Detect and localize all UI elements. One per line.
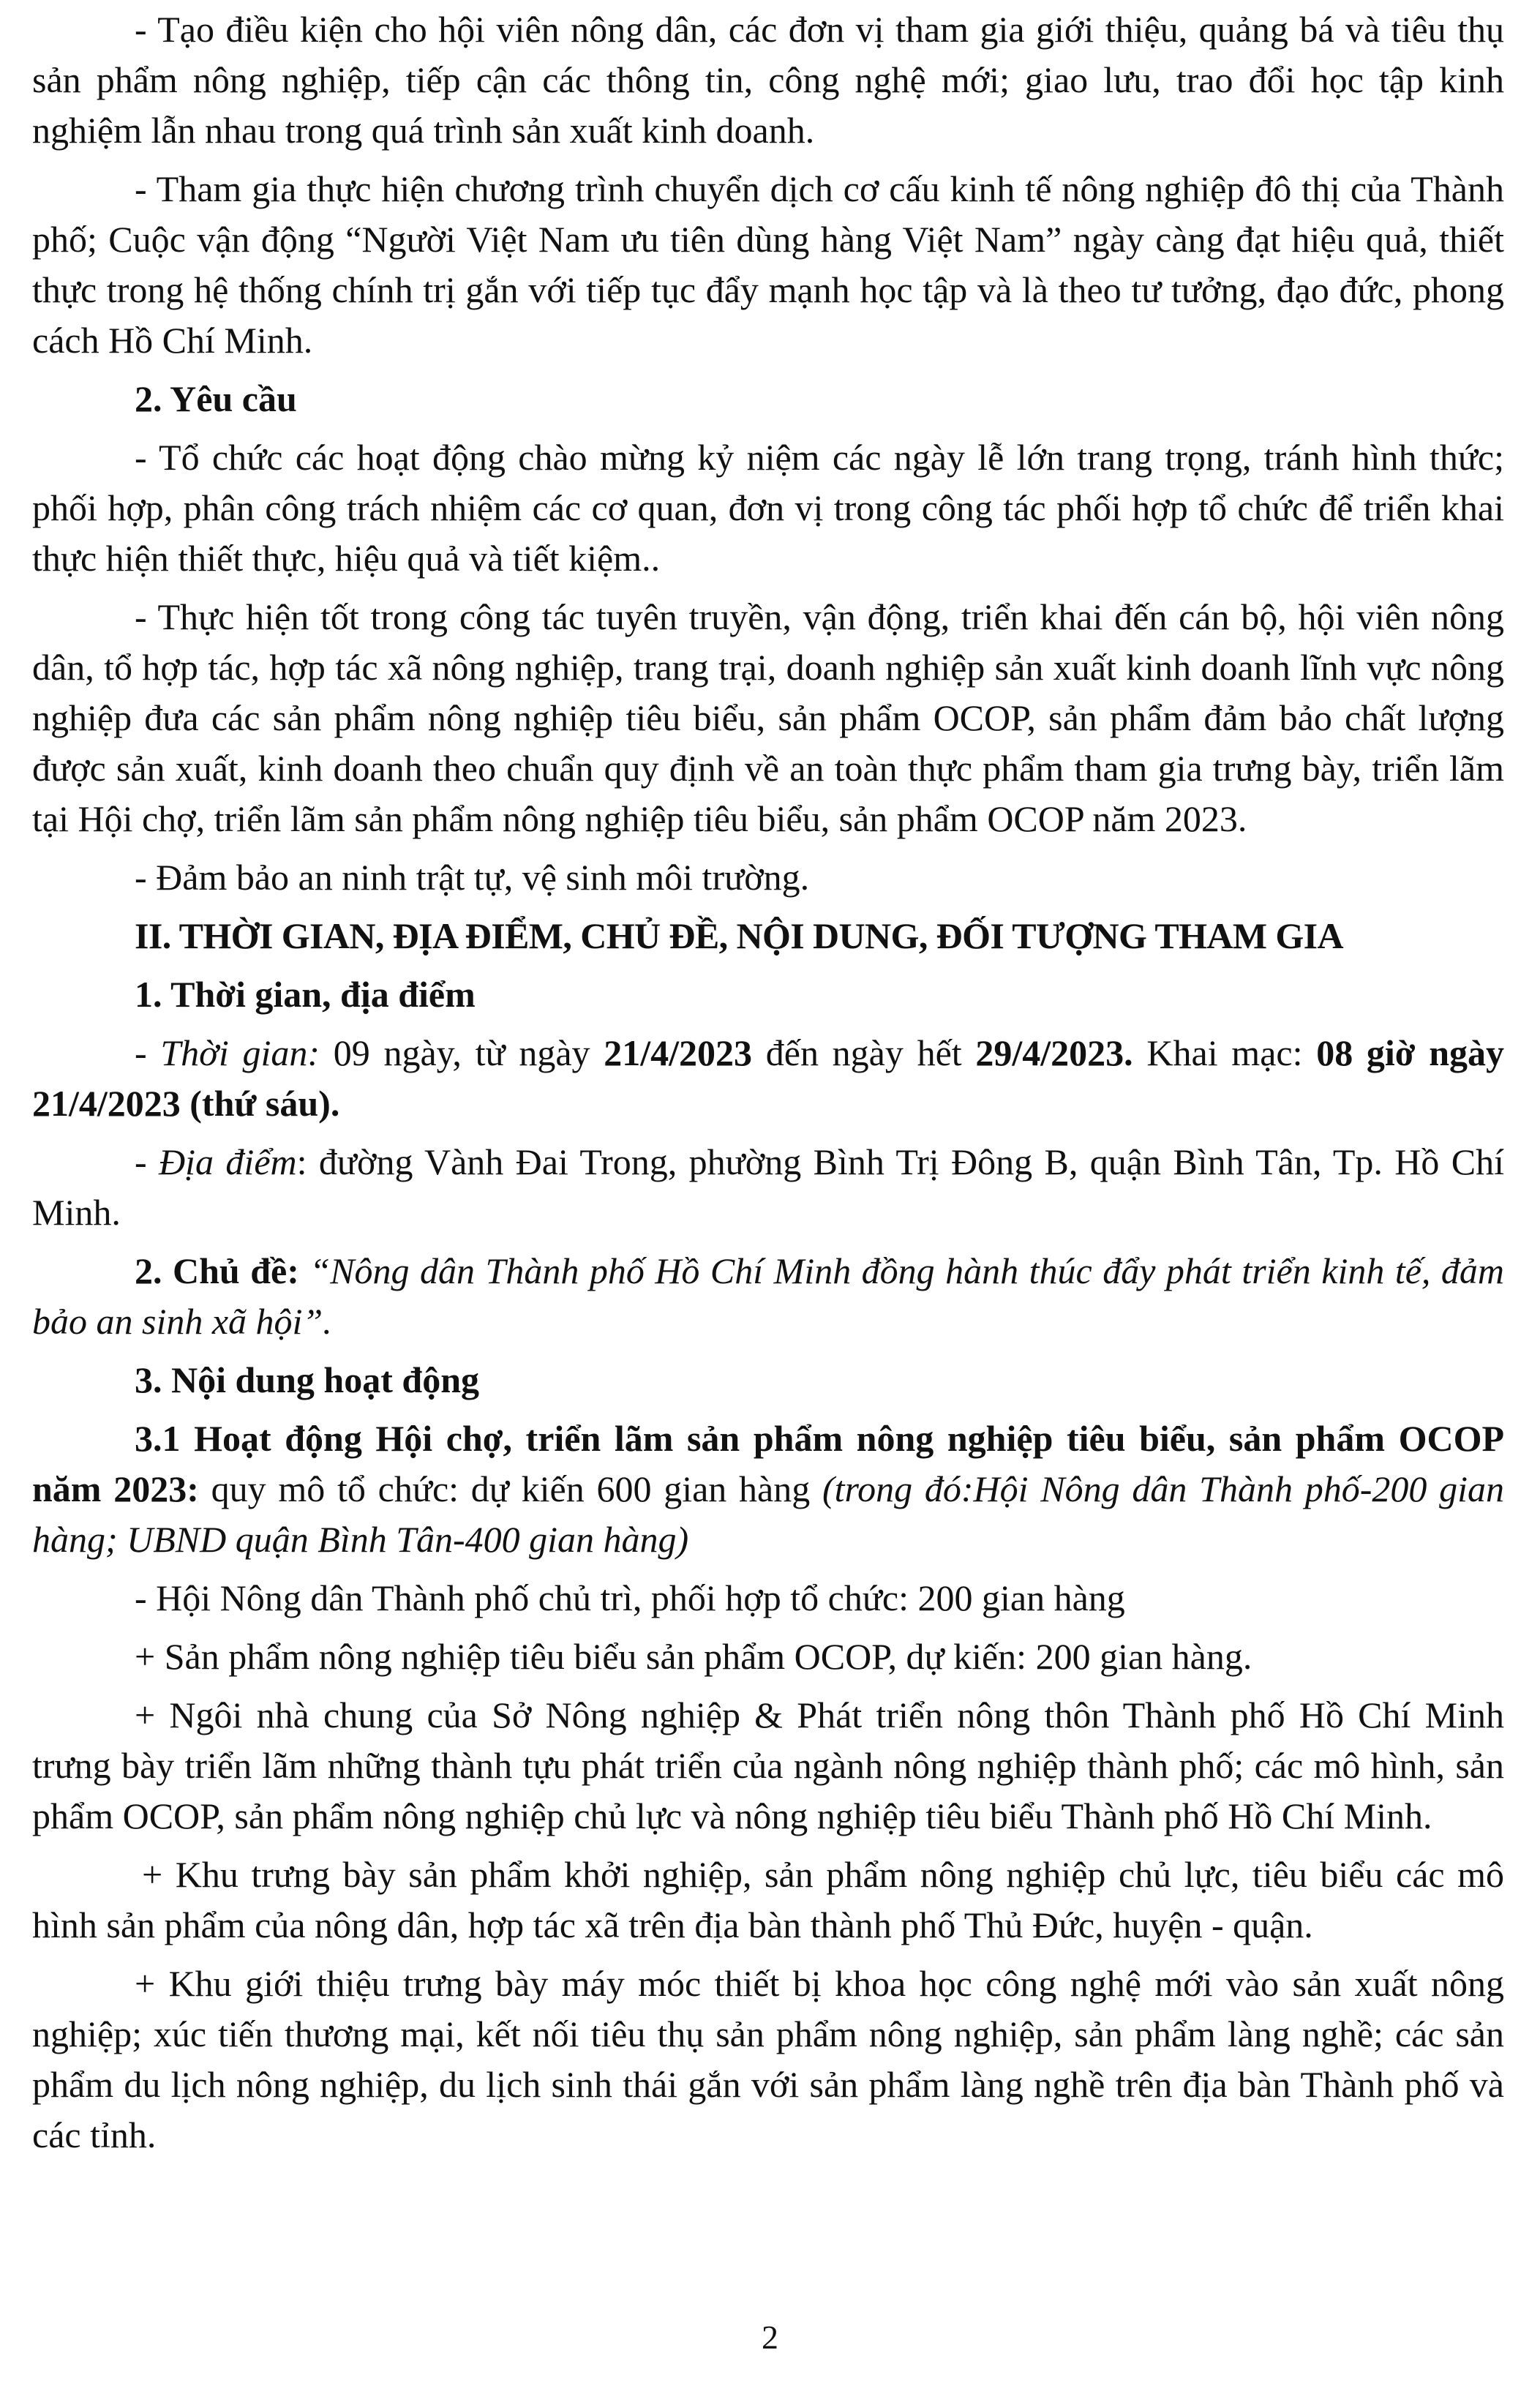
paragraph-section-3-1 <box>32 1414 1504 1565</box>
document-page <box>32 4 1504 2169</box>
time-text-3: Khai mạc: <box>1133 1032 1317 1073</box>
paragraph-theme <box>32 1246 1504 1347</box>
theme-text: “Nông dân Thành phố Hồ Chí Minh đồng hành thúc đẩy phát triển kinh tế, đảm bảo an sinh xã hội”. <box>32 1250 1505 1342</box>
time-text-2: đến ngày hết <box>752 1032 976 1073</box>
heading-time-place: 1. Thời gian, địa điểm <box>135 974 476 1015</box>
paragraph-technology-area: + Khu giới thiệu trưng bày máy móc thiết bị khoa học công nghệ mới vào sản xuất nông nghiệp; xúc tiến thương mại, kết nối tiêu thụ sản phẩm nông nghiệp, sản phẩm làng nghề; các sản phẩm du lịch nông nghiệp, du lịch sinh thái gắn với sản phẩm làng nghề trên địa bàn Thành phố và các tỉnh. <box>32 1963 1504 2155</box>
heading-requirements: 2. Yêu cầu <box>135 378 297 419</box>
heading-section-ii: II. THỜI GIAN, ĐỊA ĐIỂM, CHỦ ĐỀ, NỘI DUNG, ĐỐI TƯỢNG THAM GIA <box>135 915 1344 956</box>
time-date-start: 21/4/2023 <box>604 1032 753 1073</box>
paragraph-goal-promotion: - Tạo điều kiện cho hội viên nông dân, các đơn vị tham gia giới thiệu, quảng bá và tiêu thụ sản phẩm nông nghiệp, tiếp cận các thông tin, công nghệ mới; giao lưu, trao đổi học tập kinh nghiệm lẫn nhau trong quá trình sản xuất kinh doanh. <box>32 9 1504 151</box>
paragraph-common-house: + Ngôi nhà chung của Sở Nông nghiệp & Phát triển nông thôn Thành phố Hồ Chí Minh trưng bày triển lãm những thành tựu phát triển của ngành nông nghiệp thành phố; các mô hình, sản phẩm OCOP, sản phẩm nông nghiệp chủ lực và nông nghiệp tiêu biểu Thành phố Hồ Chí Minh. <box>32 1694 1504 1836</box>
page-number: 2 <box>762 2319 778 2356</box>
paragraph-goal-restructuring: - Tham gia thực hiện chương trình chuyển dịch cơ cấu kinh tế nông nghiệp đô thị của Thành phố; Cuộc vận động “Người Việt Nam ưu tiên dùng hàng Việt Nam” ngày càng đạt hiệu quả, thiết thực trong hệ thống chính trị gắn với tiếp tục đẩy mạnh học tập và là theo tư tưởng, đạo đức, phong cách Hồ Chí Minh. <box>32 168 1504 361</box>
time-text-1: 09 ngày, từ ngày <box>320 1032 604 1073</box>
paragraph-requirement-propaganda: - Thực hiện tốt trong công tác tuyên truyền, vận động, triển khai đến cán bộ, hội viên nông dân, tổ hợp tác, hợp tác xã nông nghiệp, trang trại, doanh nghiệp sản xuất kinh doanh lĩnh vực nông nghiệp đưa các sản phẩm nông nghiệp tiêu biểu, sản phẩm OCOP, sản phẩm đảm bảo chất lượng được sản xuất, kinh doanh theo chuẩn quy định về an toàn thực phẩm tham gia trưng bày, triển lãm tại Hội chợ, triển lãm sản phẩm nông nghiệp tiêu biểu, sản phẩm OCOP năm 2023. <box>32 596 1504 839</box>
section-3-1-note: (trong đó:Hội Nông dân Thành phố-200 gian hàng; UBND quận Bình Tân-400 gian hàng) <box>32 1468 1504 1560</box>
paragraph-place <box>32 1137 1504 1238</box>
paragraph-startup-area: + Khu trưng bày sản phẩm khởi nghiệp, sản phẩm nông nghiệp chủ lực, tiêu biểu các mô hình sản phẩm của nông dân, hợp tác xã trên địa bàn thành phố Thủ Đức, huyện - quận. <box>32 1854 1504 1945</box>
paragraph-farmers-association: - Hội Nông dân Thành phố chủ trì, phối hợp tổ chức: 200 gian hàng <box>135 1577 1125 1618</box>
theme-label: 2. Chủ đề: <box>135 1250 299 1291</box>
place-label: - Địa điểm <box>135 1141 297 1182</box>
paragraph-requirement-organize: - Tổ chức các hoạt động chào mừng kỷ niệm các ngày lễ lớn trang trọng, tránh hình thức; phối hợp, phân công trách nhiệm các cơ quan, đơn vị trong công tác phối hợp tổ chức để triển khai thực hiện thiết thực, hiệu quả và tiết kiệm.. <box>32 437 1504 579</box>
paragraph-requirement-security: - Đảm bảo an ninh trật tự, vệ sinh môi trường. <box>135 857 810 898</box>
place-text: : đường Vành Đai Trong, phường Bình Trị Đông B, quận Bình Tân, Tp. Hồ Chí Minh. <box>32 1141 1505 1233</box>
paragraph-time <box>32 1028 1504 1129</box>
time-label: - Thời gian: <box>135 1032 320 1073</box>
time-opening: 08 giờ ngày 21/4/2023 (thứ sáu). <box>32 1032 1505 1124</box>
time-date-end: 29/4/2023. <box>975 1032 1133 1073</box>
section-3-1-title: 3.1 Hoạt động Hội chợ, triển lãm sản phẩm nông nghiệp tiêu biểu, sản phẩm OCOP năm 2023: <box>32 1418 1504 1509</box>
paragraph-ocop-booths: + Sản phẩm nông nghiệp tiêu biểu sản phẩm OCOP, dự kiến: 200 gian hàng. <box>135 1636 1252 1677</box>
heading-activities: 3. Nội dung hoạt động <box>135 1359 479 1400</box>
section-3-1-text: quy mô tổ chức: dự kiến 600 gian hàng <box>198 1468 822 1509</box>
